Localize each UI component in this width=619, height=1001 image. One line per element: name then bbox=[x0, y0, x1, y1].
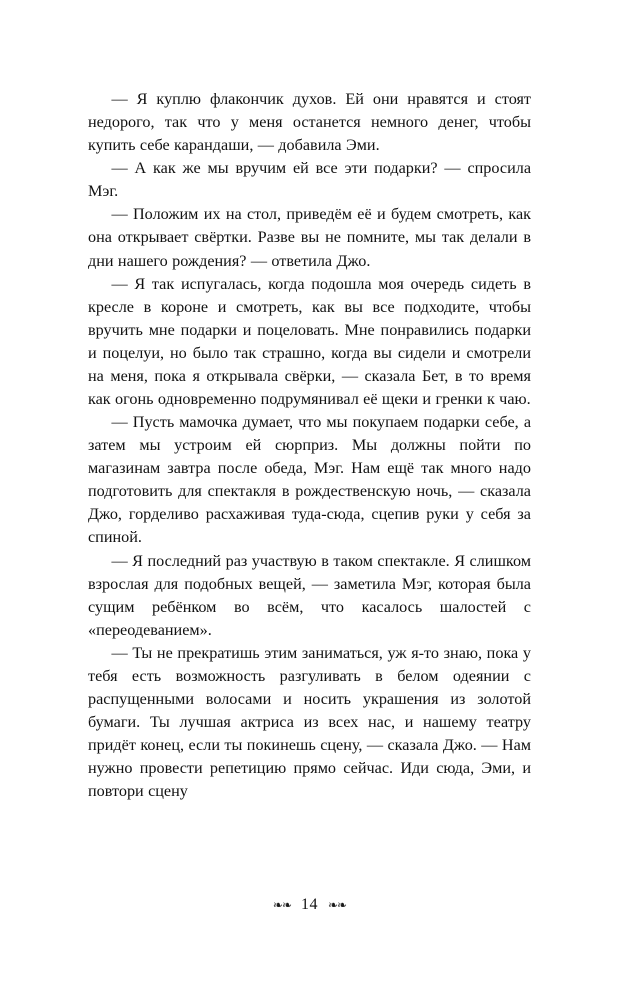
ornament-left-icon: ❧❧ bbox=[272, 898, 291, 912]
page-footer bbox=[0, 896, 619, 914]
paragraph: — Я последний раз участвую в таком спектакле. Я слишком взрослая для подобных вещей, — заметила Мэг, которая была сущим ребёнком во всём, что касалось шалостей с «переодеванием». bbox=[88, 551, 531, 639]
paragraph: — Пусть мамочка думает, что мы покупаем подарки себе, а затем мы устроим ей сюрприз. Мы должны пойти по магазинам завтра после обеда, Мэг. Нам ещё так много надо подготовить для спектакля в рождественскую ночь, — сказала Джо, горделиво расхаживая туда-сюда, сцепив руки у себя за спиной. bbox=[88, 413, 531, 547]
paragraph: — Положим их на стол, приведём её и будем смотреть, как она открывает свёртки. Разве вы не помните, мы так делали в дни нашего рождения? — ответила Джо. bbox=[88, 205, 531, 270]
paragraph: — Ты не прекратишь этим заниматься, уж я-то знаю, пока у тебя есть возможность разгуливать в белом одеянии с распущенными волосами и носить украшения из золотой бумаги. Ты лучшая актриса из всех нас, и нашему театру придёт конец, если ты покинешь сцену, — сказала Джо. — Нам нужно провести репетицию прямо сейчас. Иди сюда, Эми, и повтори сцену bbox=[88, 643, 531, 801]
ornament-right-icon: ❧❧ bbox=[328, 898, 347, 912]
paragraph: — Я куплю флакончик духов. Ей они нравятся и стоят недорого, так что у меня останется немного денег, чтобы купить себе карандаши, — добавила Эми. bbox=[88, 90, 531, 155]
page-number: 14 bbox=[301, 896, 318, 913]
paragraph: — Я так испугалась, когда подошла моя очередь сидеть в кресле в короне и смотреть, как вы все подходите, чтобы вручить мне подарки и поцеловать. Мне понравились подарки и поцелуи, но было так страшно, когда вы сидели и смотрели на меня, пока я открывала свёрки, — сказала Бет, в то время как огонь одновременно подрумянивал её щеки и гренки к чаю. bbox=[88, 274, 531, 409]
paragraph: — А как же мы вручим ей все эти подарки? — спросила Мэг. bbox=[88, 159, 531, 201]
page-text-block bbox=[88, 88, 531, 803]
